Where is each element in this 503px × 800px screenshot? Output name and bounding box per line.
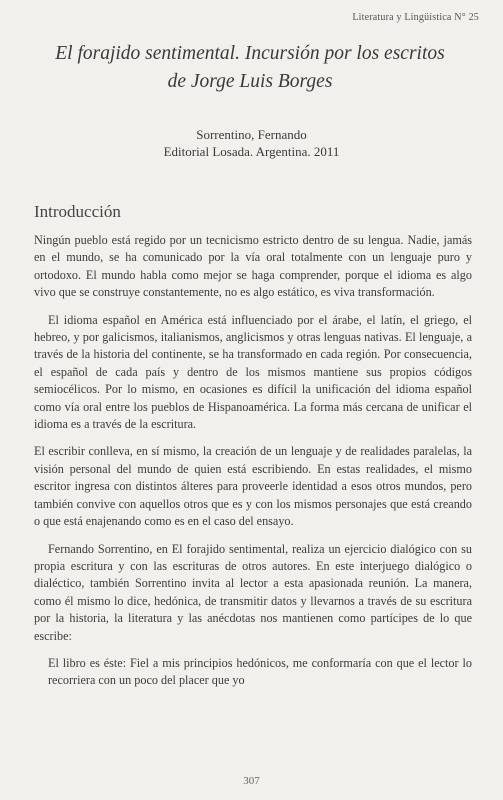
paragraph: El idioma español en América está influenciado por el árabe, el latín, el griego, el hebreo, y por galicismos, italianismos, anglicismos y otras lenguas nativas. El lenguaje, a través de la historia del continente, se ha transformado en cada región. Por consecuencia, el español de cada país y dentro de los mismos mantiene sus propios códigos semiocélicos. Por lo mismo, en ocasiones es difícil la unificación del idioma español como vía oral entre los pueblos de Hispanoamérica. La forma más cercana de unificar el idioma es a través de la escritura. — [34, 312, 472, 432]
publisher-line: Editorial Losada. Argentina. 2011 — [163, 144, 340, 159]
paragraph: Fernando Sorrentino, en El forajido sentimental, realiza un ejercicio dialógico con su propia escritura y con las escrituras de otros autores. En este interjuego dialógico o dialéctico, también Sorrentino invita al lector a esta apasionada reunión. La manera, como él mismo lo dice, hedónica, de transmitir datos y llevarnos a través de su escritura por la historia, la literatura y las anécdotas nos mantienen como partícipes de lo que escribe: — [34, 541, 472, 643]
body-text — [34, 232, 472, 700]
paragraph: El escribir conlleva, en sí mismo, la creación de un lenguaje y de realidades paralelas, la visión personal del mundo de quien está escribiendo. En estas realidades, el mismo escritor ingresa con distintos álteres para proveerle identidad a esos otros mundos, pero también convive con aquellos otros que es y con los mismos personajes que está creando o que está enajenando como es en el caso del ensayo. — [34, 444, 472, 529]
citation-block — [0, 126, 503, 160]
page-number: 307 — [243, 775, 260, 787]
section-heading: Introducción — [34, 202, 121, 221]
paragraph: Ningún pueblo está regido por un tecnicismo estricto dentro de su lengua. Nadie, jamás en el mundo, se ha comunicado por la vía oral totalmente con un lenguaje puro y ortodoxo. El mundo habla como mejor se haga comprender, porque el idioma es algo vivo que se construye constantemente, no es algo estático, es viva transformación. — [34, 233, 472, 300]
quote-paragraph: El libro es éste: Fiel a mis principios hedónicos, me conformaría con que el lector lo recorriera con un poco del placer que yo — [48, 655, 472, 688]
author-name: Sorrentino, Fernando — [196, 127, 307, 142]
running-header: Literatura y Lingüística N° 25 — [352, 12, 479, 23]
article-title: El forajido sentimental. Incursión por los escritos de Jorge Luis Borges — [55, 43, 445, 92]
